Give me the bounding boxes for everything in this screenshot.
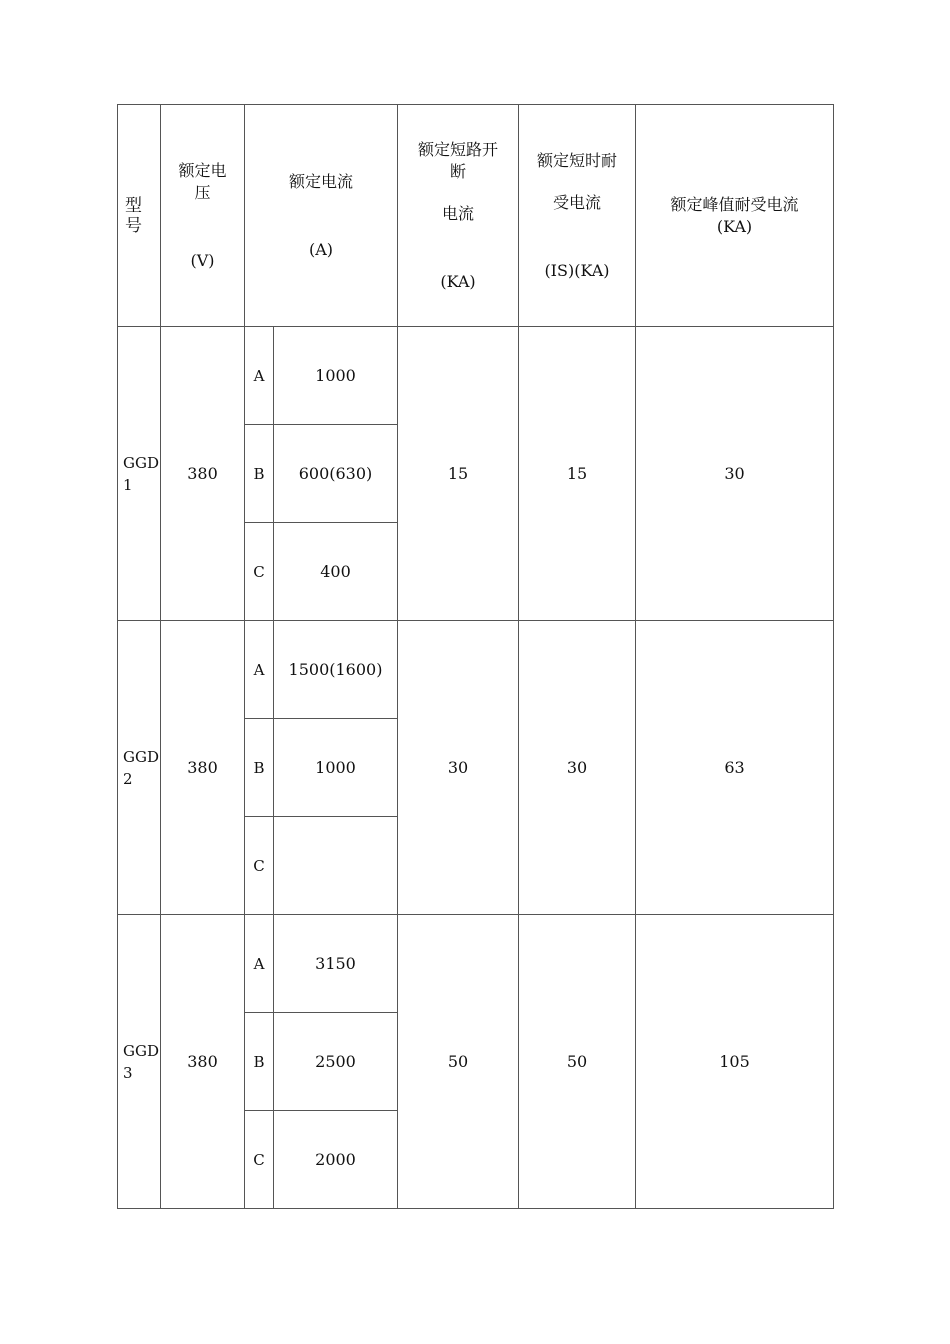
header-model-line: 号 [125,215,142,236]
phase-cell: A [245,327,274,425]
phase-cell: B [245,425,274,523]
peak-current-cell: 63 [636,621,834,915]
current-cell: 2000 [274,1111,398,1209]
header-row [118,105,834,327]
header-current-unit: (A) [308,239,334,259]
spec-table-container [117,104,834,1209]
model-name-line: GGD [123,453,159,472]
current-cell: 600(630) [274,425,398,523]
spec-table [117,104,834,1209]
model-name-line: 3 [123,1063,133,1082]
model-name-line: 1 [123,475,133,494]
breaking-current-cell: 30 [398,621,519,915]
header-breaking-line: 断 [449,161,466,181]
current-cell: 1000 [274,719,398,817]
header-peak-unit: (KA) [716,216,753,236]
phase-cell: B [245,719,274,817]
model-cell [118,327,161,621]
header-voltage-line: 压 [194,182,211,202]
voltage-cell: 380 [161,915,245,1209]
model-cell [118,915,161,1209]
header-short-time-current [519,105,636,327]
header-short-time-unit: (IS)(KA) [544,260,610,280]
current-cell: 400 [274,523,398,621]
breaking-current-cell: 50 [398,915,519,1209]
header-breaking-current [398,105,519,327]
header-voltage-unit: (V) [190,250,215,270]
phase-cell: C [245,1111,274,1209]
table-row [118,621,834,719]
header-breaking-unit: (KA) [440,271,476,291]
current-cell: 1000 [274,327,398,425]
peak-current-cell: 30 [636,327,834,621]
current-cell: 2500 [274,1013,398,1111]
header-voltage [161,105,245,327]
header-breaking-line: 额定短路开 [417,139,498,159]
model-name-line: GGD [123,1041,159,1060]
header-model [118,105,161,327]
header-breaking-line: 电流 [441,203,474,223]
short-time-current-cell: 50 [519,915,636,1209]
short-time-current-cell: 30 [519,621,636,915]
short-time-current-cell: 15 [519,327,636,621]
header-peak-current [636,105,834,327]
voltage-cell: 380 [161,327,245,621]
peak-current-cell: 105 [636,915,834,1209]
model-name-line: 2 [123,769,133,788]
header-current-line: 额定电流 [288,171,353,191]
header-current [245,105,398,327]
phase-cell: A [245,915,274,1013]
phase-cell: C [245,523,274,621]
header-voltage-line: 额定电 [178,160,227,180]
table-row [118,327,834,425]
phase-cell: A [245,621,274,719]
header-peak-line: 额定峰值耐受电流 [670,194,799,214]
voltage-cell: 380 [161,621,245,915]
model-name-line: GGD [123,747,159,766]
table-row [118,915,834,1013]
current-cell [274,817,398,915]
model-cell [118,621,161,915]
current-cell: 1500(1600) [274,621,398,719]
header-short-time-line: 受电流 [552,192,601,212]
breaking-current-cell: 15 [398,327,519,621]
phase-cell: B [245,1013,274,1111]
current-cell: 3150 [274,915,398,1013]
header-model-line: 型 [125,195,142,216]
header-short-time-line: 额定短时耐 [536,150,617,170]
phase-cell: C [245,817,274,915]
